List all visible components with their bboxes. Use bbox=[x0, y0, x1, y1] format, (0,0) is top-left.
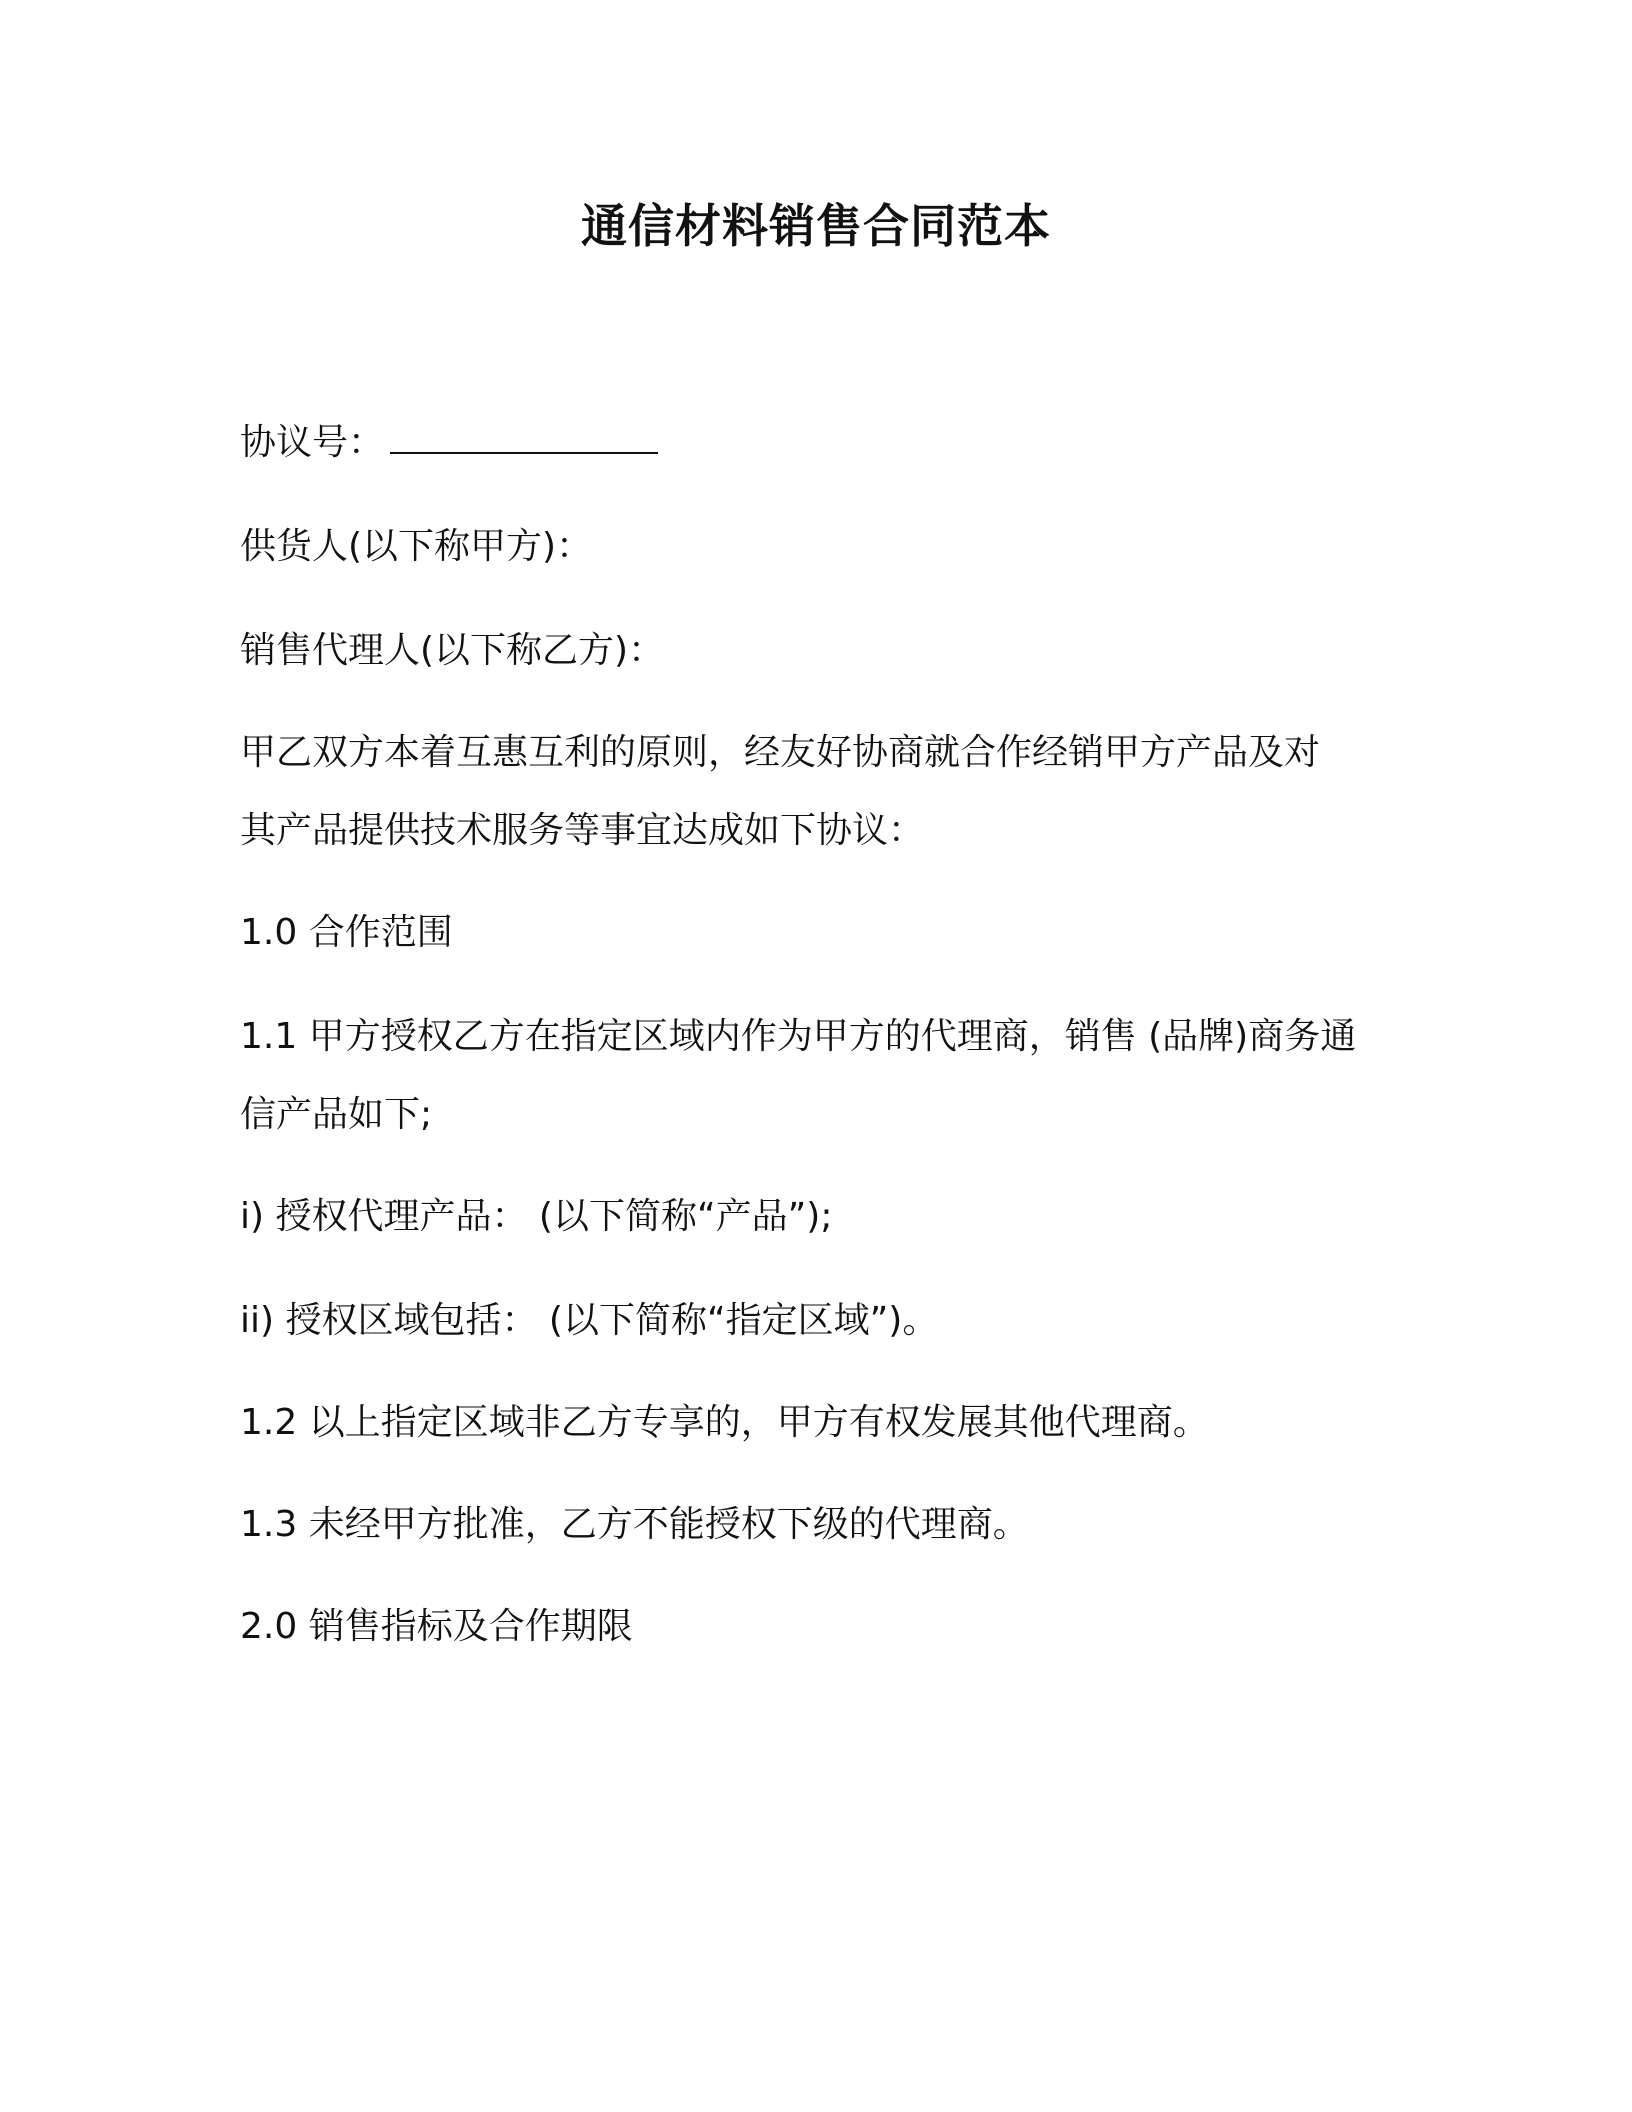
agreement-number-line bbox=[240, 418, 1420, 468]
agreement-number-label: 协议号： bbox=[240, 422, 385, 463]
agent-line: 销售代理人(以下称乙方)： bbox=[240, 630, 665, 671]
clause-1-1-item-ii: ii) 授权区域包括： (以下简称“指定区域”)。 bbox=[240, 1300, 939, 1341]
section-2-0-heading: 2.0 销售指标及合作期限 bbox=[240, 1606, 633, 1647]
intro-line-2: 其产品提供技术服务等事宜达成如下协议： bbox=[240, 810, 925, 851]
intro-line-1: 甲乙双方本着互惠互利的原则，经友好协商就合作经销甲方产品及对 bbox=[240, 732, 1321, 773]
clause-1-1-line-2: 信产品如下; bbox=[240, 1094, 433, 1135]
document-title: 通信材料销售合同范本 bbox=[581, 199, 1051, 253]
clause-1-3: 1.3 未经甲方批准，乙方不能授权下级的代理商。 bbox=[240, 1504, 1029, 1545]
section-1-0-heading: 1.0 合作范围 bbox=[240, 912, 453, 953]
clause-1-2: 1.2 以上指定区域非乙方专享的，甲方有权发展其他代理商。 bbox=[240, 1402, 1209, 1443]
supplier-line: 供货人(以下称甲方)： bbox=[240, 526, 593, 567]
clause-1-1-item-i: i) 授权代理产品： (以下简称“产品”); bbox=[240, 1196, 833, 1237]
agreement-number-blank bbox=[390, 418, 658, 454]
clause-1-1-line-1: 1.1 甲方授权乙方在指定区域内作为甲方的代理商，销售 (品牌)商务通 bbox=[240, 1016, 1357, 1057]
